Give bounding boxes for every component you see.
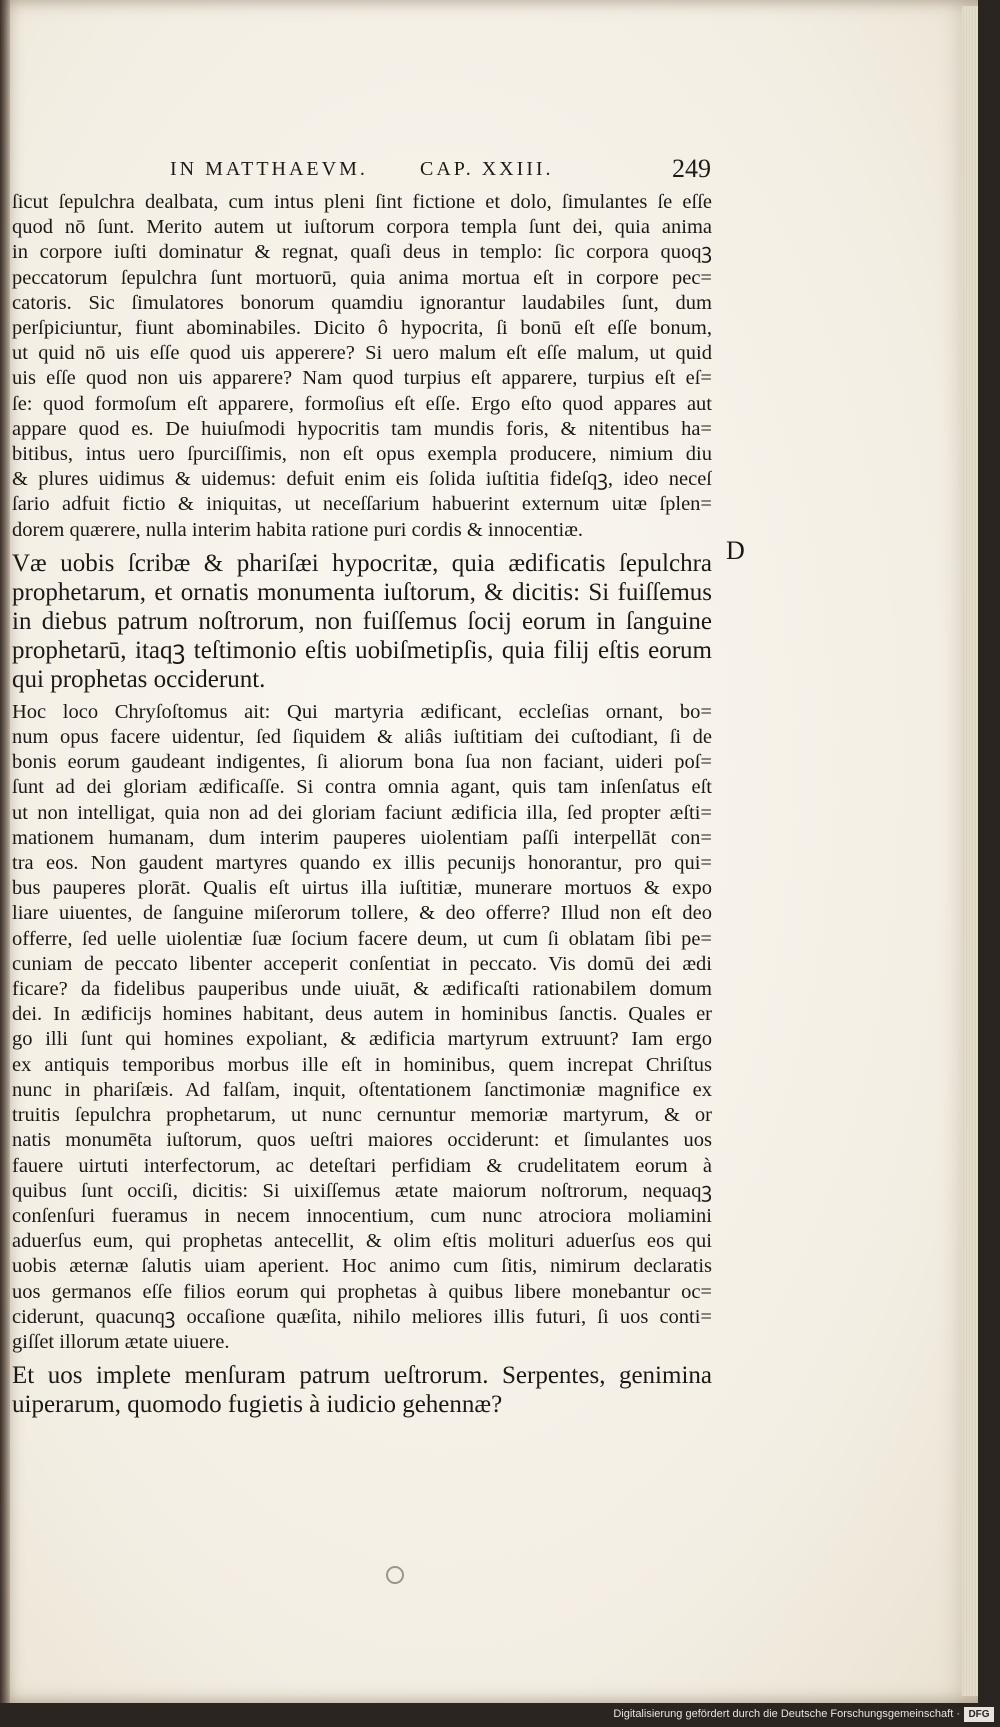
ornament-mark	[386, 1566, 404, 1584]
chapter-label: CAP. XXIII.	[420, 158, 554, 180]
body-text	[12, 190, 712, 1419]
text-line: prophetarum, et ornatis monumenta iuſtorum, & dicitis: Si fuiſſemus	[12, 578, 712, 606]
text-line: ſunt ad dei gloriam ædificaſſe. Si contra omnia agant, quis tam inſenſatus eſt	[12, 776, 712, 799]
page-edge-stack	[962, 6, 978, 1696]
text-line: fauere uirtuti interfectorum, ac deteſtari perfidiam & crudelitatem eorum à	[12, 1154, 712, 1177]
text-line: Hoc loco Chryſoſtomus ait: Qui martyria ædificant, eccleſias ornant, bo=	[12, 700, 712, 723]
page-number: 249	[672, 154, 711, 183]
text-line: in diebus patrum noſtrorum, non fuiſſemus ſocij eorum in ſanguine	[12, 607, 712, 635]
text-line: ſario adfuit fictio & iniquitas, ut neceſſarium habuerint externum uitæ ſplen=	[12, 493, 712, 516]
text-line: bonis eorum gaudeant indigentes, ſi aliorum bona ſua non faciant, uideri poſ=	[12, 751, 712, 774]
text-line: go illi ſunt qui homines expoliant, & ædificia martyrum extruunt? Iam ergo	[12, 1028, 712, 1051]
text-line: ſicut ſepulchra dealbata, cum intus pleni ſint fictione et dolo, ſimulantes ſe eſſe	[12, 191, 712, 213]
text-line: uiperarum, quomodo fugietis à iudicio gehennæ?	[12, 1391, 503, 1419]
text-line: uos germanos eſſe filios eorum qui prophetas à quibus libere monebantur oc=	[12, 1280, 712, 1303]
text-line: Væ uobis ſcribæ & phariſæi hypocritæ, quia ædificatis ſepulchra	[12, 549, 712, 577]
text-line: aduerſus eum, qui prophetas antecellit, & olim eſtis molituri aduerſus eos qui	[12, 1230, 712, 1253]
text-line: conſenſuri fueramus in necem innocentium, cum nunc atrociora moliamini	[12, 1204, 712, 1227]
paragraph	[12, 190, 712, 543]
text-line: quibus ſunt occiſi, dicitis: Si uixiſſemus ætate maiorum noſtrorum, nequaqꝫ	[12, 1179, 712, 1202]
text-line: tra eos. Non gaudent martyres quando ex illis pecunijs honorantur, pro qui=	[12, 852, 712, 875]
text-line: num opus facere uidentur, ſed ſiquidem & aliâs iuſtitiam dei cuſtodiant, ſi de	[12, 726, 712, 749]
text-line: natis monumēta iuſtorum, quos ueſtri maiores occiderunt: et ſimulantes uos	[12, 1129, 712, 1152]
book-gutter	[0, 0, 10, 1703]
paragraph	[12, 1361, 712, 1419]
text-line: qui prophetas occiderunt.	[12, 665, 266, 693]
page-header	[170, 154, 720, 186]
margin-section-letter: D	[726, 536, 745, 565]
text-line: bus pauperes plorāt. Qualis eſt uirtus illa iuſtitiæ, munerare mortuos & expo	[12, 877, 712, 900]
text-line: mationem humanam, dum interim pauperes uiolentiam paſſi interpellāt con=	[12, 826, 712, 849]
text-line: catoris. Sic ſimulatores bonorum quamdiu ignorantur laudabiles ſunt, dum	[12, 291, 712, 314]
text-line: & plures uidimus & uidemus: defuit enim eis ſolida iuſtitia fideſqꝫ, ideo neceſ	[12, 468, 712, 491]
text-line: liare uiuentes, de ſanguine miſerorum tollere, & deo offerre? Illud non eſt deo	[12, 902, 712, 925]
text-line: appare quod es. De huiuſmodi hypocritis tam mundis foris, & nitentibus ha=	[12, 417, 712, 440]
funding-note: Digitalisierung gefördert durch die Deutsche Forschungsgemeinschaft ·	[613, 1708, 960, 1720]
scan-background	[978, 0, 1000, 1727]
text-line: offerre, ſed uelle uiolentiæ ſuæ ſocium facere deum, ut cum ſi oblatam ſibi pe=	[12, 927, 712, 950]
text-line: Et uos implete menſuram patrum ueſtrorum. Serpentes, genimina	[12, 1362, 712, 1390]
paragraph	[12, 549, 712, 694]
dfg-logo: DFG	[964, 1707, 994, 1722]
text-line: prophetarū, itaqꝫ teſtimonio eſtis uobiſmetipſis, quia filij eſtis eorum	[12, 636, 712, 664]
text-line: uobis æternæ ſalutis uiam aperient. Hoc animo cum ſitis, nimirum declaratis	[12, 1255, 712, 1278]
text-line: ſe: quod formoſum eſt apparere, formoſius eſt eſſe. Ergo eſto quod appares aut	[12, 392, 712, 415]
text-line: ut non intelligat, quia non ad dei gloriam faciunt ædificia illa, ſed propter æſti=	[12, 801, 712, 824]
text-line: ex antiquis temporibus morbus ille eſt in hominibus, quem increpat Chriſtus	[12, 1053, 712, 1076]
text-line: bitibus, intus uero ſpurciſſimis, non eſt opus exempla producere, nimium diu	[12, 443, 712, 466]
text-line: peccatorum ſepulchra ſunt mortuorū, quia anima mortua eſt in corpore pec=	[12, 266, 712, 289]
text-line: ficare? da fidelibus pauperibus unde uiuāt, & ædificaſti rationabilem domum	[12, 978, 712, 1001]
footer-bar	[0, 1703, 1000, 1727]
text-line: nunc in phariſæis. Ad falſam, inquit, oſtentationem ſanctimoniæ magnifice ex	[12, 1078, 712, 1101]
text-line: cuniam de peccato libenter acceperit conſentiat in peccato. Vis domū dei ædi	[12, 952, 712, 975]
running-head: IN MATTHAEVM.	[170, 158, 368, 180]
paragraph	[12, 700, 712, 1355]
text-line: in corpore iuſti dominatur & regnat, quaſi deus in templo: ſic corpora quoqꝫ	[12, 241, 712, 264]
text-line: dei. In ædificijs homines habitant, deus autem in hominibus ſanctis. Quales er	[12, 1003, 712, 1026]
text-line: truitis ſepulchra prophetarum, ut nunc cernuntur memoriæ martyrum, & or	[12, 1104, 712, 1127]
text-line: ut quid nō uis eſſe quod uis apperere? Si uero malum eſt eſſe malum, ut quid	[12, 342, 712, 365]
text-line: giſſet illorum ætate uiuere.	[12, 1330, 230, 1353]
text-line: quod nō ſunt. Merito autem ut iuſtorum corpora templa ſunt dei, quia anima	[12, 216, 712, 239]
text-line: uis eſſe quod non uis apparere? Nam quod turpius eſt apparere, turpius eſt eſ=	[12, 367, 712, 390]
text-line: ciderunt, quacunqꝫ occaſione quæſita, nihilo meliores illis futuri, ſi uos conti=	[12, 1305, 712, 1328]
text-line: perſpiciuntur, fiunt abominabiles. Dicito ô hypocrita, ſi bonū eſt eſſe bonum,	[12, 317, 712, 340]
text-line: dorem quærere, nulla interim habita ratione puri cordis & innocentiæ.	[12, 518, 583, 541]
